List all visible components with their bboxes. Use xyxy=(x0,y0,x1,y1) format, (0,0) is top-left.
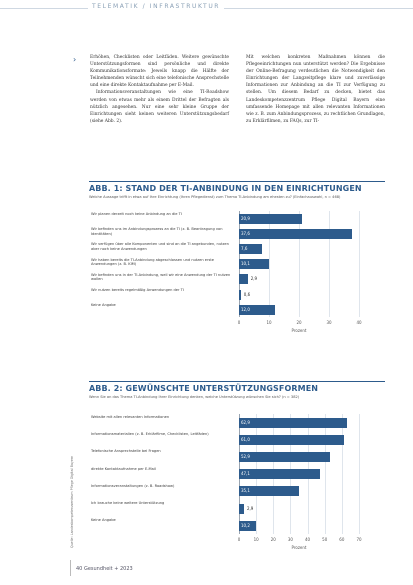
bar xyxy=(239,504,244,514)
category-label: Informationsmaterialien (z. B. Erklärfilme, Checklisten, Leitfäden) xyxy=(91,432,209,437)
text-column-left xyxy=(90,54,229,125)
x-tick-label: 0 xyxy=(237,537,241,543)
chart-title: ABB. 2: GEWÜNSCHTE UNTERSTÜTZUNGSFORMEN xyxy=(89,384,319,393)
data-label: 35,1 xyxy=(241,488,250,494)
chart-subtitle: Wenn Sie an das Thema TI-Anbindung Ihrer Einrichtung denken, welche Unterstützung wünschen Sie sich? (n = 382) xyxy=(89,395,300,399)
source-note: Quelle: Landeskompetenzzentrum Pflege Digital Bayern xyxy=(70,455,74,548)
category-label: Website mit allen relevanten Informationen xyxy=(91,415,170,419)
x-tick-label: 30 xyxy=(326,320,332,326)
bar xyxy=(239,274,248,284)
category-label: direkte Kontaktaufnahme per E-Mail xyxy=(91,466,156,471)
category-label: Wir verfügen über alle Komponenten und sind an die TI angebunden, nutzen aber noch keine Anwendungen xyxy=(91,242,229,251)
data-label: 2,9 xyxy=(246,505,254,511)
x-tick-label: 70 xyxy=(356,537,362,543)
bar xyxy=(239,435,344,445)
data-label: 62,9 xyxy=(241,419,250,425)
category-label: Wir haben bereits die TI-Anbindung abgeschlossen und nutzen erste Anwendungen (z. B. KIM) xyxy=(91,257,214,267)
data-label: 12,0 xyxy=(241,306,250,312)
x-tick-label: 40 xyxy=(305,537,311,543)
gridline xyxy=(359,414,360,534)
category-label: Wir befinden uns im Anbindungsprozess an die TI (z. B. Beantragung von Identitäten) xyxy=(91,227,223,236)
bar xyxy=(239,229,352,239)
page-header xyxy=(0,0,413,22)
category-label: Telefonische Ansprechstelle bei Fragen xyxy=(91,449,161,454)
bar xyxy=(239,290,241,300)
x-tick-label: 0 xyxy=(237,320,241,326)
chart-subtitle: Welche Aussage trifft in etwa auf Ihre Einrichtung (Ihren Pflegedienst) zum Thema TI-Anbindung am ehesten zu? (Einfachauswahl, n = 468) xyxy=(89,195,341,199)
data-label: 2,9 xyxy=(250,276,258,282)
gridline xyxy=(329,211,330,317)
bar xyxy=(239,452,330,462)
category-label: Keine Angabe xyxy=(91,303,116,308)
x-tick-label: 30 xyxy=(287,537,293,543)
data-label: 37,6 xyxy=(241,230,250,236)
x-tick-label: 10 xyxy=(266,320,272,326)
paragraph: Erhöhen, Checklisten oder Leitfäden. Weitere gewünschte Unterstützungsformen sind persönliche und direkte Kommunikationsformate: Jeweils knapp die Hälfte der Teilnehmenden wünscht sich eine telefonische Ansprechstelle und eine direkte Kontaktaufnahme per E-Mail. xyxy=(90,55,229,89)
category-label: Wir nutzen bereits regelmäßig Anwendungen der TI xyxy=(91,288,184,292)
category-label: Wir befinden uns in der TI-Anbindung, weil wir eine Anwendung der TI nutzen wollen xyxy=(91,272,231,282)
footer-rule xyxy=(70,560,71,576)
data-label: 47,1 xyxy=(241,471,250,477)
x-tick-label: 10 xyxy=(253,537,259,543)
chart-rule xyxy=(89,381,385,382)
data-label: 0,6 xyxy=(243,291,251,297)
x-tick-label: 40 xyxy=(356,320,362,326)
gridline xyxy=(342,414,343,534)
text-column-right xyxy=(246,54,385,125)
bar xyxy=(239,469,320,479)
data-label: 52,9 xyxy=(241,454,250,459)
gridline xyxy=(325,414,326,534)
section-label: TELEMATIK / INFRASTRUKTUR xyxy=(88,3,224,10)
x-tick-label: 60 xyxy=(339,537,345,543)
category-label: Informationsveranstaltungen (z. B. Roadshow) xyxy=(91,483,175,488)
category-label: Ich brauche keine weitere Unterstützung xyxy=(91,501,165,505)
data-label: 10,2 xyxy=(241,522,250,528)
page-footer: 40 Gesundheit + 2023 xyxy=(76,566,133,572)
chart-rule xyxy=(89,181,385,182)
chart-plot xyxy=(89,211,385,337)
data-label: 7,6 xyxy=(241,246,248,251)
x-axis-title: Prozent xyxy=(291,545,307,551)
category-label: Keine Angabe xyxy=(91,518,116,523)
paragraph: Informationsveranstaltungen wie eine TI-Roadshow werden von etwas mehr als einem Drittel der Befragten als nützlich angesehen. Nur eine sehr kleine Gruppe der Einrichtungen sieht keinen weiteren Unterstützungsbedarf (siehe Abb. 2). xyxy=(90,90,229,124)
chevron-right-icon: › xyxy=(73,55,77,64)
gridline xyxy=(359,211,360,317)
x-axis-title: Prozent xyxy=(291,328,307,334)
paragraph: Mit welchen konkreten Maßnahmen können die Pflegeeinrichtungen nun unterstützt werden? Die Ergebnisse der Online-Befragung verdeutlichen die Notwendigkeit den Einrichtungen der Langzeitpflege klare und zuverlässige Informationen zur Anbindung an die TI zur Verfügung zu stellen. Um diesem Bedarf zu decken, bietet das Landeskompetenzzentrum Pflege Digital Bayern eine umfassende Homepage mit allen relevanten Informationen wie z. B. zum Anbindungsprozess, zu rechtlichen Grundlagen, zu Erklärfilmen, zu FAQs, zur TI- xyxy=(246,55,385,124)
data-label: 61,0 xyxy=(241,436,250,442)
data-label: 20,9 xyxy=(241,215,250,221)
x-tick-label: 20 xyxy=(296,320,302,326)
data-label: 10,1 xyxy=(241,261,250,267)
gridline xyxy=(299,211,300,317)
x-tick-label: 20 xyxy=(270,537,276,543)
chart-plot xyxy=(89,414,385,554)
category-label: Wir planen derzeit noch keine Anbindung an die TI xyxy=(91,212,182,216)
chart-title: ABB. 1: STAND DER TI-ANBINDUNG IN DEN EINRICHTUNGEN xyxy=(89,184,362,193)
bar xyxy=(239,418,347,428)
x-tick-label: 50 xyxy=(322,537,328,543)
